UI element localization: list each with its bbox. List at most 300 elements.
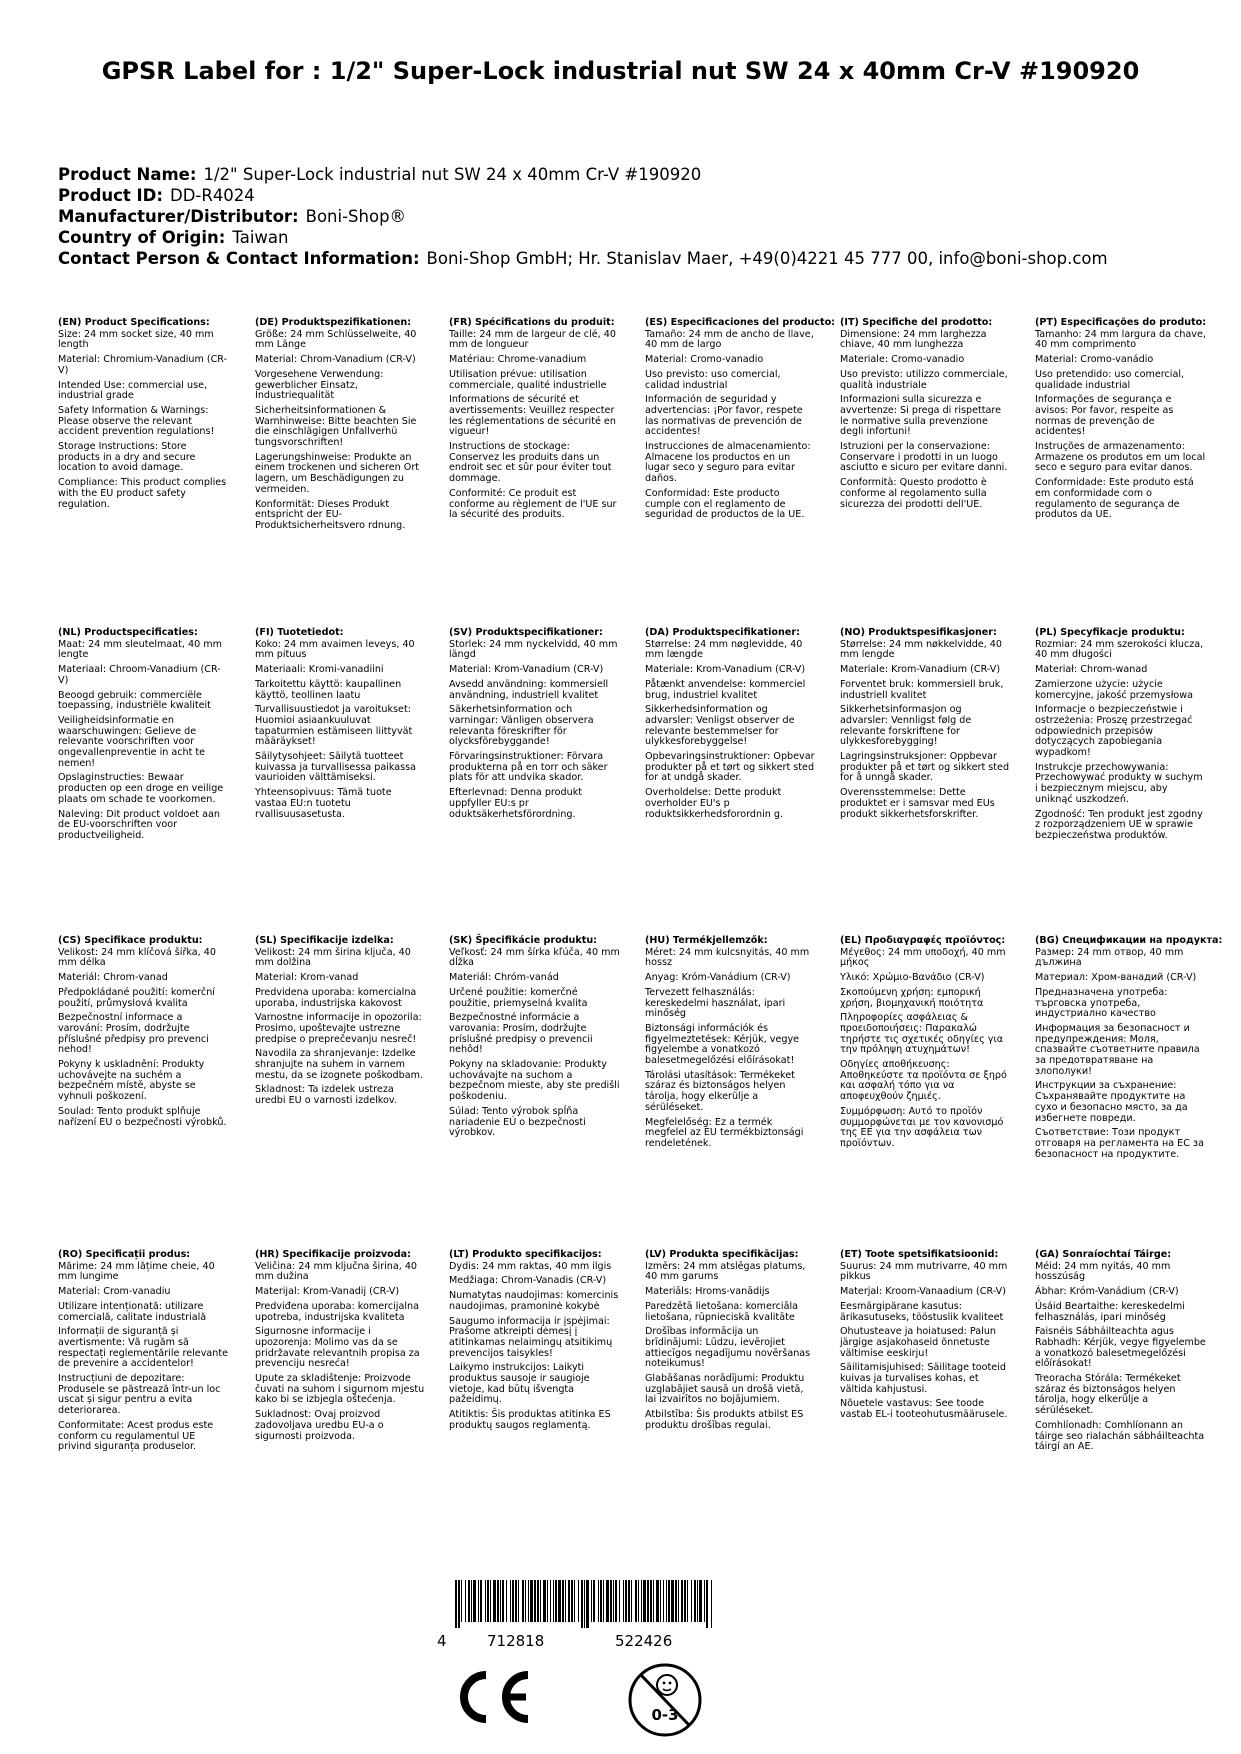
spec-section-paragraph: Størrelse: 24 mm nøglevidde, 40 mm længde [645,638,803,661]
spec-section-paragraph: Informazioni sulla sicurezza e avvertenze: Si prega di rispettare le normative sulla prevenzione degli infortuni! [840,394,1002,438]
barcode-bar [711,1580,712,1628]
barcode-bar [584,1580,585,1628]
barcode-bar [647,1580,649,1622]
barcode-digits [435,1632,735,1650]
barcode-bar [558,1580,561,1622]
spec-section-paragraph: Påtænkt anvendelse: kommerciel brug, industriel kvalitet [645,678,806,701]
spec-section [449,1250,620,1436]
spec-section-paragraph: Lagringsinstruksjoner: Oppbevar produkter på et tørt og sikkert sted for å unngå skader. [840,751,1010,784]
spec-section-paragraph: Συμμόρφωση: Αυτό το προϊόν συμμορφώνεται με τον κανονισμό της ΕΕ για την ασφάλεια των προϊόντων. [840,1105,1004,1149]
barcode-bar [697,1580,698,1622]
barcode-bar [691,1580,692,1622]
barcode-bar [678,1580,679,1622]
barcode-bar [471,1580,472,1622]
spec-section-paragraph: Bezpečnostné informácie a varovania: Prosím, dodržujte príslušné predpisy o prevencii nehôd! [449,1012,593,1056]
barcode-bar [681,1580,683,1622]
spec-section-paragraph: Materiał: Chrom-wanad [1035,664,1148,676]
spec-section-paragraph: Información de seguridad y advertencias: ¡Por favor, respete las normativas de prevención de accidentes! [645,394,803,438]
spec-section-paragraph: Instrucțiuni de depozitare: Produsele se păstrează într-un loc uscat și sigur pentru a evita deteriorarea. [58,1373,221,1417]
barcode-bar [586,1580,589,1628]
spec-section-heading: (HU) Termékjellemzők: [645,935,768,946]
barcode-bar [668,1580,670,1622]
spec-section-paragraph: Materiale: Krom-Vanadium (CR-V) [645,664,806,676]
page-title: GPSR Label for : 1/2" Super-Lock industrial nut SW 24 x 40mm Cr-V #190920 [101,57,1140,85]
spec-section-paragraph: Størrelse: 24 mm nøkkelvidde, 40 mm lengde [840,638,1002,661]
barcode-bar [468,1580,470,1622]
spec-section-heading: (EN) Product Specifications: [58,317,210,328]
spec-section-paragraph: Velikost: 24 mm klíčová šířka, 40 mm délka [58,946,216,969]
spec-section-paragraph: Materiaali: Kromi-vanadiini [255,664,384,676]
spec-section-heading: (GA) Sonraíochtaí Táirge: [1035,1249,1172,1260]
spec-section-paragraph: Material: Krom-Vanadium (CR-V) [449,664,604,676]
spec-section [840,936,1011,1154]
barcode-bar [565,1580,566,1622]
spec-section-paragraph: Varnostne informacije in opozorila: Prosimo, upoštevajte ustrezne predpise o preprečevanju nesreč! [255,1012,422,1045]
spec-section-paragraph: Säkerhetsinformation och varningar: Vänligen observera relevanta föreskrifter för olycksförebyggande! [449,704,594,748]
spec-section-paragraph: Sukladnost: Ovaj proizvod zadovoljava uredbu EU-a o sigurnosti proizvoda. [255,1409,384,1442]
spec-section-paragraph: Conformidad: Este producto cumple con el reglamento de seguridad de productos de la UE. [645,487,805,521]
spec-section [1035,1250,1206,1457]
barcode-bar [497,1580,499,1622]
spec-section [645,317,836,525]
barcode-bar [543,1580,546,1622]
spec-section-heading: (RO) Specificații produs: [58,1249,191,1260]
barcode-bar [540,1580,541,1622]
spec-section-heading: (LV) Produkta specifikācijas: [645,1249,799,1260]
spec-section-paragraph: Vorgesehene Verwendung: gewerblicher Einsatz, Industriequalität [255,368,384,402]
contact-label: Contact Person & Contact Information: [58,249,420,268]
product-name-value: 1/2" Super-Lock industrial nut SW 24 x 40mm Cr-V #190920 [203,165,702,184]
barcode-bar [562,1580,564,1622]
spec-section-paragraph: Méret: 24 mm kulcsnyitás, 40 mm hossz [645,946,810,969]
contact-value: Boni-Shop GmbH; Hr. Stanislav Maer, +49(0)4221 45 777 00, info@boni-shop.com [426,249,1108,268]
spec-section-paragraph: Съответствие: Този продукт отговаря на регламента на ЕС за безопасност на продуктите. [1035,1127,1204,1160]
spec-section [255,628,426,824]
barcode-bar [628,1580,630,1622]
barcode-bar [510,1580,511,1622]
spec-section-paragraph: Matériau: Chrome-vanadium [449,354,587,366]
spec-section-paragraph: Conformitate: Acest produs este conform cu regulamentul UE privind siguranța produselor. [58,1419,214,1453]
spec-section-paragraph: Πληροφορίες ασφάλειας & προειδοποιήσεις: Παρακαλώ τηρήστε τις σχετικές οδηγίες για την πρόληψη ατυχημάτων! [840,1012,1004,1056]
spec-section-paragraph: Conformità: Questo prodotto è conforme al regolamento sulla sicurezza dei prodotti dell'UE. [840,477,987,510]
barcode-bar [550,1580,551,1622]
spec-section-paragraph: Treoracha Stórála: Termékeket száraz és biztonságos helyen tárolja, hogy elkerülje a sérüléseket. [1035,1373,1181,1417]
product-name-row [58,164,1108,185]
spec-section [255,936,426,1111]
barcode-bar [515,1580,517,1622]
spec-section-heading: (CS) Specifikace produktu: [58,935,203,946]
spec-section-paragraph: Materiāls: Hroms-vanādijs [645,1286,770,1298]
barcode-bar [603,1580,604,1622]
spec-section-paragraph: Koko: 24 mm avaimen leveys, 40 mm pituus [255,638,415,661]
spec-section-paragraph: Zgodność: Ten produkt jest zgodny z rozporządzeniem UE w sprawie bezpieczeństwa produktów. [1035,808,1203,841]
spec-section-paragraph: Material: Cromo-vanadio [645,354,764,366]
spec-section-paragraph: Οδηγίες αποθήκευσης: Αποθηκεύστε τα προϊόντα σε ξηρό και ασφαλή τόπο για να αποφευχθούν ζημιές. [840,1059,1007,1103]
barcode-bar [656,1580,659,1622]
spec-section-paragraph: Méid: 24 mm nyitás, 40 mm hosszúság [1035,1260,1171,1283]
barcode-bar [598,1580,599,1622]
barcode-bar [641,1580,642,1622]
spec-section-paragraph: Megfelelőség: Ez a termék megfelel az EU termékbiztonsági rendeletének. [645,1116,804,1149]
spec-section-paragraph: Informații de siguranță și avertismente: Vă rugăm să respectați reglementările relevante de prevenire a accidentelor! [58,1326,229,1370]
barcode-bar [490,1580,491,1622]
spec-section [840,318,1011,514]
spec-section-paragraph: Utilisation prévue: utilisation commerciale, qualité industrielle [449,368,607,391]
spec-section-paragraph: Utilizare intenționată: utilizare comercială, calitate industrială [58,1300,207,1323]
spec-section-paragraph: Informations de sécurité et avertissements: Veuillez respecter les réglementations de sécurité en vigueur! [449,394,616,438]
spec-section-paragraph: Информация за безопасност и предупреждения: Моля, спазвайте съответните правила за предотвратяване на злополуки! [1035,1022,1200,1077]
spec-section-paragraph: Efterlevnad: Denna produkt uppfyller EU:s pr oduktsäkerhetsförordning. [449,787,583,820]
spec-section-paragraph: Forventet bruk: kommersiell bruk, industriell kvalitet [840,678,1004,701]
spec-section-paragraph: Medžiaga: Chrom-Vanadis (CR-V) [449,1275,607,1287]
spec-section-paragraph: Material: Crom-vanadiu [58,1286,171,1298]
spec-section-paragraph: Navodila za shranjevanje: Izdelke shranjujte na suhem in varnem mestu, da se izognete poškodbam. [255,1048,424,1081]
spec-section-paragraph: Uso previsto: uso comercial, calidad industrial [645,368,781,391]
spec-section-paragraph: Material: Cromo-vanádio [1035,354,1154,366]
spec-section-paragraph: Predviđena uporaba: komercijalna upotreba, industrijska kvaliteta [255,1300,419,1323]
spec-section-paragraph: Úsáid Beartaithe: kereskedelmi felhasználás, ipari minőség [1035,1300,1185,1323]
barcode-bar [485,1580,486,1622]
age-warning-icon [626,1661,704,1739]
spec-section-paragraph: Veličina: 24 mm ključna širina, 40 mm dužina [255,1260,418,1283]
spec-section-paragraph: Turvallisuustiedot ja varoitukset: Huomioi asiaankuuluvat tapaturmien estämiseen liittyvät määräykset! [255,704,413,748]
spec-section-heading: (IT) Specifiche del prodotto: [840,317,993,328]
spec-section-heading: (FI) Tuotetiedot: [255,627,344,638]
spec-section-paragraph: Предназначена употреба: търговска употреба, индустриално качество [1035,986,1168,1020]
spec-section-paragraph: Veiligheidsinformatie en waarschuwingen: Gelieve de relevante voorschriften voor ongevallenpreventie in acht te nemen! [58,714,206,769]
barcode-bar [671,1580,674,1622]
spec-section-paragraph: Izmērs: 24 mm atslēgas platums, 40 mm garums [645,1260,806,1283]
country-label: Country of Origin: [58,228,226,247]
barcode-bar [537,1580,539,1622]
barcode-bar [650,1580,652,1622]
spec-section-paragraph: Rozmiar: 24 mm szerokości klucza, 40 mm długości [1035,638,1204,661]
barcode-bar [465,1580,466,1622]
spec-section-paragraph: Conformidade: Este produto está em conformidade com o regulamento de segurança de produtos da UE. [1035,477,1194,521]
spec-section-paragraph: Glabāšanas norādījumi: Produktu uzglabājiet sausā un drošā vietā, lai izvairītos no bojājumiem. [645,1373,805,1406]
barcode-bar [502,1580,504,1622]
barcode-bar [613,1580,614,1622]
barcode-bar [660,1580,661,1622]
product-id-row [58,185,1108,206]
spec-section [645,628,816,824]
spec-section-paragraph: Υλικό: Χρώμιο-Βανάδιο (CR-V) [840,972,985,984]
spec-section-paragraph: Eesmärgipärane kasutus: ärikasutuseks, tööstuslik kvaliteet [840,1300,1004,1323]
spec-section-heading: (FR) Spécifications du produit: [449,317,615,328]
age-warning-label: 0-3 [651,1706,679,1724]
spec-section-paragraph: Pokyny k uskladnění: Produkty uchovávejte na suchém a bezpečném místě, abyste se vyhnuli poškození. [58,1059,205,1103]
barcode-bar [534,1580,536,1622]
spec-section-heading: (SL) Specifikacije izdelka: [255,935,394,946]
spec-section-paragraph: Mărime: 24 mm lățime cheie, 40 mm lungime [58,1260,215,1283]
barcode-bar [600,1580,602,1622]
spec-section-paragraph: Atbilstība: Šis produkts atbilst ES produktu drošības regulai. [645,1409,804,1431]
spec-section-heading: (SV) Produktspecifikationer: [449,627,603,638]
spec-section-paragraph: Veľkosť: 24 mm šírka kľúča, 40 mm dĺžka [449,946,620,969]
spec-section-heading: (BG) Спецификации на продукта: [1035,935,1223,946]
spec-section-paragraph: Nõuetele vastavus: See toode vastab EL-i tooteohutusmäärusele. [840,1398,1008,1421]
spec-section [58,318,229,514]
spec-section [840,1250,1011,1425]
barcode-bar [571,1580,573,1622]
spec-section-paragraph: Skladnost: Ta izdelek ustreza uredbi EU o varnosti izdelkov. [255,1084,397,1107]
spec-section [840,628,1011,824]
barcode-bar [653,1580,654,1622]
spec-section-heading: (ET) Toote spetsifikatsioonid: [840,1249,999,1260]
spec-section-paragraph: Tárolási utasítások: Termékeket száraz és biztonságos helyen tárolja, hogy elkerülje a sérüléseket. [645,1069,795,1113]
spec-section-paragraph: Faisnéis Sábháilteachta agus Rabhadh: Kérjük, vegye figyelembe a vonatkozó balesetmegelőzési előírásokat! [1035,1326,1206,1370]
spec-section-paragraph: Soulad: Tento produkt splňuje nařízení EU o bezpečnosti výrobků. [58,1105,227,1128]
product-id-value: DD-R4024 [169,186,255,205]
spec-section [58,936,229,1132]
spec-section-paragraph: Tamaño: 24 mm de ancho de llave, 40 mm de largo [645,328,814,351]
spec-section-paragraph: Informacje o bezpieczeństwie i ostrzeżenia: Proszę przestrzegać odpowiednich przepisów dotyczących zapobiegania wypadkom! [1035,704,1193,759]
spec-section-paragraph: Größe: 24 mm Schlüsselweite, 40 mm Länge [255,328,417,351]
spec-section-paragraph: Materiaal: Chroom-Vanadium (CR-V) [58,664,221,686]
spec-section-paragraph: Σκοπούμενη χρήση: εμπορική χρήση, βιομηχανική ποιότητα [840,986,984,1009]
barcode-bar [506,1580,507,1622]
spec-section-paragraph: Súlad: Tento výrobok spĺňa nariadenie EÚ o bezpečnosti výrobkov. [449,1105,586,1139]
spec-section [1035,628,1206,846]
spec-section-paragraph: Určené použitie: komerčné použitie, priemyselná kvalita [449,986,588,1009]
spec-section-paragraph: Paredzētā lietošana: komerciāla lietošana, rūpnieciskā kvalitāte [645,1300,798,1323]
spec-section-paragraph: Bezpečnostní informace a varování: Prosím, dodržujte příslušné předpisy pro prevenci nehod! [58,1012,209,1056]
barcode-bar [606,1580,609,1622]
spec-section-heading: (PL) Specyfikacje produktu: [1035,627,1185,638]
barcode-bar [704,1580,705,1622]
barcode-bars [455,1580,715,1628]
barcode-bar [455,1580,457,1628]
spec-section-paragraph: Taille: 24 mm de largeur de clé, 40 mm de longueur [449,328,616,351]
spec-section [255,318,426,536]
spec-section-paragraph: Material: Krom-vanad [255,972,359,984]
spec-section-heading: (EL) Προδιαγραφές προϊόντος: [840,935,1006,946]
barcode-digit-group-1: 712818 [487,1632,545,1650]
spec-section-paragraph: Overholdelse: Dette produkt overholder EU's p roduktsikkerhedsforordnin g. [645,787,784,820]
spec-section-paragraph: Material: Chromium-Vanadium (CR-V) [58,354,228,376]
barcode-bar [638,1580,639,1622]
barcode-bar [591,1580,592,1622]
barcode-bar [568,1580,570,1622]
barcode-bar [528,1580,529,1622]
spec-section-paragraph: Safety Information & Warnings: Please observe the relevant accident prevention regulations! [58,404,215,438]
country-value: Taiwan [232,228,289,247]
spec-section-heading: (DA) Produktspecifikationer: [645,627,800,638]
barcode-bar [512,1580,514,1622]
product-id-label: Product ID: [58,186,163,205]
spec-section [1035,935,1223,1164]
barcode-bar [675,1580,677,1622]
spec-section-paragraph: Tamanho: 24 mm largura da chave, 40 mm comprimento [1035,328,1206,351]
spec-section [255,1250,426,1446]
barcode-bar [473,1580,476,1622]
spec-section-paragraph: Tervezett felhasználás: kereskedelmi használat, ipari minőség [645,986,786,1020]
barcode-bar [684,1580,686,1622]
barcode-bar [578,1580,579,1622]
barcode-bar [581,1580,583,1628]
barcode-bar [547,1580,548,1622]
spec-section-paragraph: Säilitamisjuhised: Säilitage tooteid kuivas ja turvalises kohas, et vältida kahjustusi. [840,1362,1006,1395]
contact-row [58,248,1108,269]
spec-section-paragraph: Comhlíonadh: Comhlíonann an táirge seo rialachán sábháilteachta táirgí an AE. [1035,1419,1205,1453]
spec-section-paragraph: Storlek: 24 mm nyckelvidd, 40 mm längd [449,638,618,661]
spec-section [58,1250,229,1457]
barcode-bar [555,1580,557,1622]
spec-section [58,628,229,846]
spec-section-paragraph: Opbevaringsinstruktioner: Opbevar produkter på et tørt og sikkert sted for at undgå skader. [645,751,815,784]
spec-section-paragraph: Säilytysohjeet: Säilytä tuotteet kuivassa ja turvallisessa paikassa vaurioiden välttämiseksi. [255,751,417,784]
spec-section-paragraph: Conformité: Ce produit est conforme au règlement de l'UE sur la sécurité des produits. [449,487,617,521]
barcode-bar [699,1580,702,1622]
spec-section-paragraph: Dimensione: 24 mm larghezza chiave, 40 mm lunghezza [840,328,987,351]
spec-section-paragraph: Atitiktis: Šis produktas atitinka ES produktų saugos reglamentą. [449,1409,611,1431]
spec-section-paragraph: Dydis: 24 mm raktas, 40 mm ilgis [449,1260,612,1272]
spec-section-paragraph: Sikkerhetsinformasjon og advarsler: Vennligst følg de relevante forskriftene for ulykkesforebygging! [840,704,972,748]
barcode-bar [553,1580,554,1622]
spec-section-paragraph: Tarkoitettu käyttö: kaupallinen käyttö, teollinen laatu [255,678,402,701]
spec-section-paragraph: Materiál: Chrom-vanad [58,972,168,984]
spec-section [449,318,620,525]
spec-section-heading: (SK) Špecifikácie produktu: [449,935,598,946]
barcode-bar [518,1580,519,1622]
spec-section [1035,318,1206,525]
spec-section-paragraph: Maat: 24 mm sleutelmaat, 40 mm lengte [58,638,222,661]
spec-section-paragraph: Instrukcje przechowywania: Przechowywać produkty w suchym i bezpiecznym miejscu, aby uniknąć uszkodzeń. [1035,761,1203,805]
spec-section-paragraph: Upute za skladištenje: Proizvode čuvati na suhom i sigurnom mjestu kako bi se izbjegla oštećenja. [255,1373,425,1406]
barcode-bar [593,1580,595,1622]
spec-section-heading: (NL) Productspecificaties: [58,627,198,638]
spec-section-paragraph: Numatytas naudojimas: komercinis naudojimas, pramoninė kokybė [449,1290,619,1312]
spec-section-paragraph: Beoogd gebruik: commerciële toepassing, industriële kwaliteit [58,689,211,712]
barcode-bar [687,1580,688,1622]
barcode-bar [610,1580,612,1622]
country-row [58,227,1108,248]
spec-section-paragraph: Předpokládané použití: komerční použití, průmyslová kvalita [58,986,215,1009]
spec-section-paragraph: Sigurnosne informacije i upozorenja: Molimo vas da se pridržavate relevantnih propisa za prevenciju nesreća! [255,1326,420,1370]
spec-section-paragraph: Materiál: Chróm-vanád [449,972,559,984]
barcode-bar [666,1580,667,1622]
spec-section-paragraph: Sikkerhedsinformation og advarsler: Venligst observer de relevante bestemmelser for ulykkesforebyggelse! [645,704,795,748]
spec-section-paragraph: Anyag: Króm-Vanádium (CR-V) [645,972,791,984]
spec-section-paragraph: Materiale: Krom-Vanadium (CR-V) [840,664,1001,676]
spec-section-paragraph: Uso pretendido: uso comercial, qualidade industrial [1035,368,1185,391]
spec-section-paragraph: Uso previsto: utilizzo commerciale, qualità industriale [840,368,1008,391]
barcode-bar [625,1580,627,1622]
spec-section [449,628,620,824]
spec-section-paragraph: Predvidena uporaba: komercialna uporaba, industrijska kakovost [255,986,417,1009]
ce-mark-icon [450,1667,533,1727]
barcode-bar [480,1580,482,1622]
spec-section-paragraph: Intended Use: commercial use, industrial grade [58,379,208,402]
spec-section-heading: (NO) Produktspesifikasjoner: [840,627,997,638]
spec-section-paragraph: Förvaringsinstruktioner: Förvara produkterna på en torr och säker plats för att undvika skador. [449,751,608,784]
spec-section-paragraph: Lagerungshinweise: Produkte an einem trockenen und sicheren Ort lagern, um Beschädigungen zu vermeiden. [255,451,420,495]
spec-section-paragraph: Ohutusteave ja hoiatused: Palun järgige asjakohaseid õnnetuste vältimise eeskirju! [840,1326,996,1359]
spec-section-paragraph: Material: Chrom-Vanadium (CR-V) [255,354,416,366]
spec-section-paragraph: Материал: Хром-ванадий (CR-V) [1035,972,1197,984]
barcode-digit-group-2: 522426 [615,1632,673,1650]
barcode-bar [623,1580,624,1622]
barcode-bar [487,1580,489,1622]
spec-section-paragraph: Instrucciones de almacenamiento: Almacene los productos en un lugar seco y seguro para evitar daños. [645,441,811,485]
manufacturer-value: Boni-Shop® [305,207,407,226]
spec-section-heading: (ES) Especificaciones del producto: [645,317,836,328]
spec-section-paragraph: Ábhar: Króm-Vanádium (CR-V) [1035,1286,1179,1298]
spec-section-paragraph: Laikymo instrukcijos: Laikyti produktus sausoje ir saugioje vietoje, kad būtų išvengta pažeidimų. [449,1362,590,1406]
product-name-label: Product Name: [58,165,197,184]
spec-section-paragraph: Размер: 24 mm отвор, 40 mm дължина [1035,946,1184,969]
spec-section-paragraph: Opslaginstructies: Bewaar producten op een droge en veilige plaats om schade te voorkomen. [58,772,224,805]
barcode-bar [530,1580,533,1622]
spec-section-paragraph: Informações de segurança e avisos: Por favor, respeite as normas de prevenção de acidentes! [1035,394,1174,438]
manufacturer-label: Manufacturer/Distributor: [58,207,299,226]
spec-section-paragraph: Avsedd användning: kommersiell användning, industriell kvalitet [449,678,609,701]
spec-section-paragraph: Size: 24 mm socket size, 40 mm length [58,328,214,351]
spec-section-paragraph: Naleving: Dit product voldoet aan de EU-voorschriften voor productveiligheid. [58,808,220,841]
barcode-bar [461,1580,462,1622]
spec-section-paragraph: Instructions de stockage: Conservez les produits dans un endroit sec et sûr pour éviter tout dommage. [449,441,612,485]
spec-section-paragraph: Pokyny na skladovanie: Produkty uchovávajte na suchom a bezpečnom mieste, aby ste predišli poškodeniu. [449,1059,620,1103]
spec-section [645,936,816,1154]
spec-section-heading: (LT) Produkto specifikacijos: [449,1249,602,1260]
barcode-bar [525,1580,526,1622]
spec-section-paragraph: Materijal: Krom-Vanadij (CR-V) [255,1286,400,1298]
spec-section-paragraph: Compliance: This product complies with the EU product safety regulation. [58,477,227,510]
spec-section-paragraph: Storage Instructions: Store products in a dry and secure location to avoid damage. [58,441,196,474]
barcode-bar [643,1580,646,1622]
spec-section-heading: (HR) Specifikacije proizvoda: [255,1249,411,1260]
barcode-bar [635,1580,637,1622]
spec-section-paragraph: Zamierzone użycie: użycie komercyjne, jakość przemysłowa [1035,678,1194,701]
spec-section-paragraph: Instruções de armazenamento: Armazene os produtos em um local seco e seguro para evitar danos. [1035,441,1206,474]
spec-section-paragraph: Velikost: 24 mm širina ključa, 40 mm dolžina [255,946,411,969]
barcode-digit-prefix: 4 [437,1632,447,1650]
barcode-bar [619,1580,620,1622]
barcode-bar [663,1580,664,1622]
spec-section-paragraph: Suurus: 24 mm mutrivarre, 40 mm pikkus [840,1260,1008,1283]
spec-section-heading: (PT) Especificações do produto: [1035,317,1207,328]
product-info [58,164,1108,269]
spec-section-paragraph: Drošības informācija un brīdinājumi: Lūdzu, ievērojiet attiecīgos negadījumu novēršanas noteikumus! [645,1326,811,1370]
barcode-bar [500,1580,501,1622]
spec-section-paragraph: Biztonsági információk és figyelmeztetések: Kérjük, vegye figyelembe a vonatkozó balesetmegelőzési előírásokat! [645,1022,800,1067]
spec-section-paragraph: Istruzioni per la conservazione: Conservare i prodotti in un luogo asciutto e sicuro per evitare danni. [840,441,1008,474]
barcode-bar [478,1580,479,1622]
spec-section-paragraph: Saugumo informacija ir įspėjimai: Prašome atkreipti dėmesį į atitinkamas nelaimingų atsitikimų prevencijos taisykles! [449,1315,613,1359]
spec-section-paragraph: Инструкции за съхранение: Съхранявайте продуктите на сухо и безопасно място, за да избегнете повреди. [1035,1080,1188,1124]
spec-section-paragraph: Sicherheitsinformationen & Warnhinweise: Bitte beachten Sie die einschlägigen Unfallverhü tungsvorschriften! [255,404,417,449]
barcode-bar [694,1580,696,1622]
spec-section-paragraph: Konformität: Dieses Produkt entspricht der EU-Produktsicherheitsvero rdnung. [255,498,406,531]
barcode-bar [574,1580,575,1622]
manufacturer-row [58,206,1108,227]
barcode-bar [706,1580,708,1628]
spec-section [449,936,620,1143]
barcode-bar [458,1580,460,1628]
spec-section-paragraph: Overensstemmelse: Dette produktet er i samsvar med EUs produkt sikkerhetsforskrifter. [840,787,995,820]
spec-section-paragraph: Materjal: Kroom-Vanaadium (CR-V) [840,1286,1006,1298]
barcode-bar [522,1580,524,1622]
spec-section-heading: (DE) Produktspezifikationen: [255,317,412,328]
spec-section [645,1250,816,1436]
spec-section-paragraph: Μέγεθος: 24 mm υποδοχή, 40 mm μήκος [840,946,1006,969]
barcode-bar [493,1580,496,1622]
barcode-bar [615,1580,617,1622]
barcode-bar [631,1580,632,1622]
barcode [435,1580,735,1650]
spec-section-paragraph: Materiale: Cromo-vanadio [840,354,965,366]
spec-section-paragraph: Yhteensopivuus: Tämä tuote vastaa EU:n tuotetu rvallisuusasetusta. [255,787,392,820]
